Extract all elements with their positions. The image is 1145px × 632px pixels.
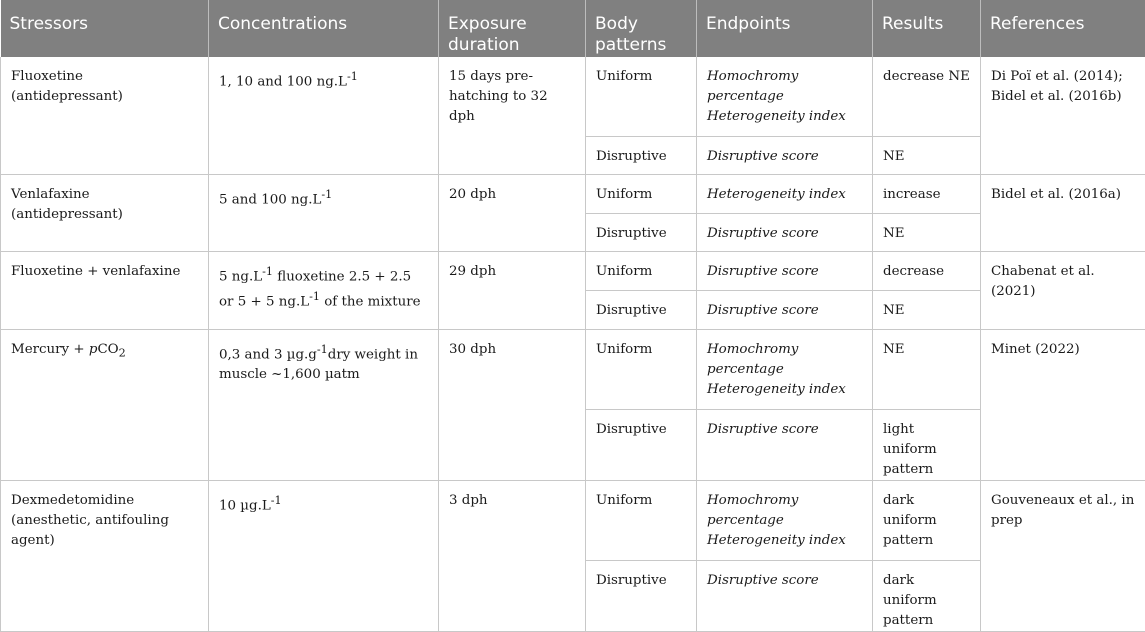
reference-cell: Chabenat et al. (2021)	[981, 251, 1145, 329]
endpoint-line: Homochromy	[707, 493, 798, 508]
concentration-cell	[209, 480, 439, 631]
result-cell: NE	[873, 213, 981, 251]
table-row	[1, 251, 1145, 290]
concentration-superscript: -1	[309, 290, 320, 303]
table-header-row	[1, 0, 1145, 57]
pattern-cell: Disruptive	[586, 213, 697, 251]
result-cell: light uniform pattern	[873, 409, 981, 480]
stressor-cell: Venlafaxine (antidepressant)	[1, 174, 209, 251]
stressor-text: Fluoxetine (antidepressant)	[11, 69, 123, 104]
header-exposure-duration: Exposure duration	[439, 0, 586, 57]
duration-cell: 15 days pre-hatching to 32 dph	[439, 57, 586, 174]
concentration-superscript: -1	[317, 343, 328, 356]
table-row	[1, 57, 1145, 136]
table-row	[1, 174, 1145, 213]
concentration-cell	[209, 251, 439, 329]
concentration-text: fluoxetine 2.5 + 2.5 or 5 + 5 ng.L	[219, 269, 411, 309]
endpoint-line: percentage	[707, 89, 784, 104]
endpoint-cell: Disruptive score	[697, 213, 873, 251]
concentration-cell	[209, 57, 439, 174]
stressor-cell: Dexmedetomidine (anesthetic, antifouling agent)	[1, 480, 209, 631]
concentration-text: of the mixture	[320, 294, 421, 309]
endpoint-cell: Disruptive score	[697, 409, 873, 480]
duration-cell: 20 dph	[439, 174, 586, 251]
header-references: References	[981, 0, 1145, 57]
result-cell: NE	[873, 136, 981, 174]
result-cell: NE	[873, 290, 981, 329]
concentration-text: 5 ng.L	[219, 269, 262, 284]
endpoint-cell: Disruptive score	[697, 251, 873, 290]
stressor-subscript: 2	[119, 346, 126, 359]
stressor-cell	[1, 57, 209, 174]
concentration-text: 1, 10 and 100 ng.L	[219, 74, 347, 89]
reference-cell: Bidel et al. (2016a)	[981, 174, 1145, 251]
concentration-text: 0,3 and 3 µg.g	[219, 347, 317, 362]
result-cell: decrease	[873, 251, 981, 290]
endpoint-line: Heterogeneity index	[707, 382, 846, 397]
concentration-superscript: -1	[321, 188, 332, 201]
endpoint-cell: Disruptive score	[697, 560, 873, 631]
endpoint-line: Heterogeneity index	[707, 109, 846, 124]
table-row	[1, 480, 1145, 560]
pattern-cell: Uniform	[586, 480, 697, 560]
header-concentrations: Concentrations	[209, 0, 439, 57]
table-row	[1, 329, 1145, 409]
reference-cell: Di Poï et al. (2014); Bidel et al. (2016b)	[981, 57, 1145, 174]
pattern-cell: Disruptive	[586, 560, 697, 631]
result-cell: increase	[873, 174, 981, 213]
header-body-patterns: Body patterns	[586, 0, 697, 57]
concentration-cell	[209, 174, 439, 251]
concentration-superscript: -1	[262, 265, 273, 278]
duration-cell: 29 dph	[439, 251, 586, 329]
stressor-cell: Fluoxetine + venlafaxine	[1, 251, 209, 329]
pattern-cell: Uniform	[586, 329, 697, 409]
reference-cell: Minet (2022)	[981, 329, 1145, 480]
duration-cell: 3 dph	[439, 480, 586, 631]
stressor-text: CO	[97, 342, 118, 357]
endpoint-line: Homochromy	[707, 69, 798, 84]
stressor-italic: p	[89, 342, 98, 357]
endpoint-cell: Disruptive score	[697, 290, 873, 329]
endpoint-cell	[697, 57, 873, 136]
duration-cell: 30 dph	[439, 329, 586, 480]
concentration-text: dry weight in muscle ~1,600 µatm	[219, 347, 418, 382]
pattern-cell: Uniform	[586, 251, 697, 290]
stressor-cell	[1, 329, 209, 480]
pattern-cell: Uniform	[586, 57, 697, 136]
concentration-cell	[209, 329, 439, 480]
concentration-superscript: -1	[347, 70, 358, 83]
pattern-cell: Uniform	[586, 174, 697, 213]
endpoint-cell: Disruptive score	[697, 136, 873, 174]
pattern-cell: Disruptive	[586, 290, 697, 329]
endpoint-line: percentage	[707, 362, 784, 377]
result-cell: NE	[873, 329, 981, 409]
stressor-text: Mercury +	[11, 342, 89, 357]
result-cell: dark uniform pattern	[873, 480, 981, 560]
concentration-text: 10 µg.L	[219, 498, 271, 513]
header-stressors: Stressors	[1, 0, 209, 57]
concentration-text: 5 and 100 ng.L	[219, 192, 321, 207]
endpoint-line: percentage	[707, 513, 784, 528]
endpoint-cell	[697, 480, 873, 560]
header-endpoints: Endpoints	[697, 0, 873, 57]
result-cell: decrease NE	[873, 57, 981, 136]
header-results: Results	[873, 0, 981, 57]
endpoint-line: Homochromy	[707, 342, 798, 357]
endpoint-line: Heterogeneity index	[707, 533, 846, 548]
endpoint-cell	[697, 329, 873, 409]
pattern-cell: Disruptive	[586, 409, 697, 480]
pattern-cell: Disruptive	[586, 136, 697, 174]
reference-cell: Gouveneaux et al., in prep	[981, 480, 1145, 631]
endpoint-cell: Heterogeneity index	[697, 174, 873, 213]
concentration-superscript: -1	[271, 494, 282, 507]
result-cell: dark uniform pattern	[873, 560, 981, 631]
